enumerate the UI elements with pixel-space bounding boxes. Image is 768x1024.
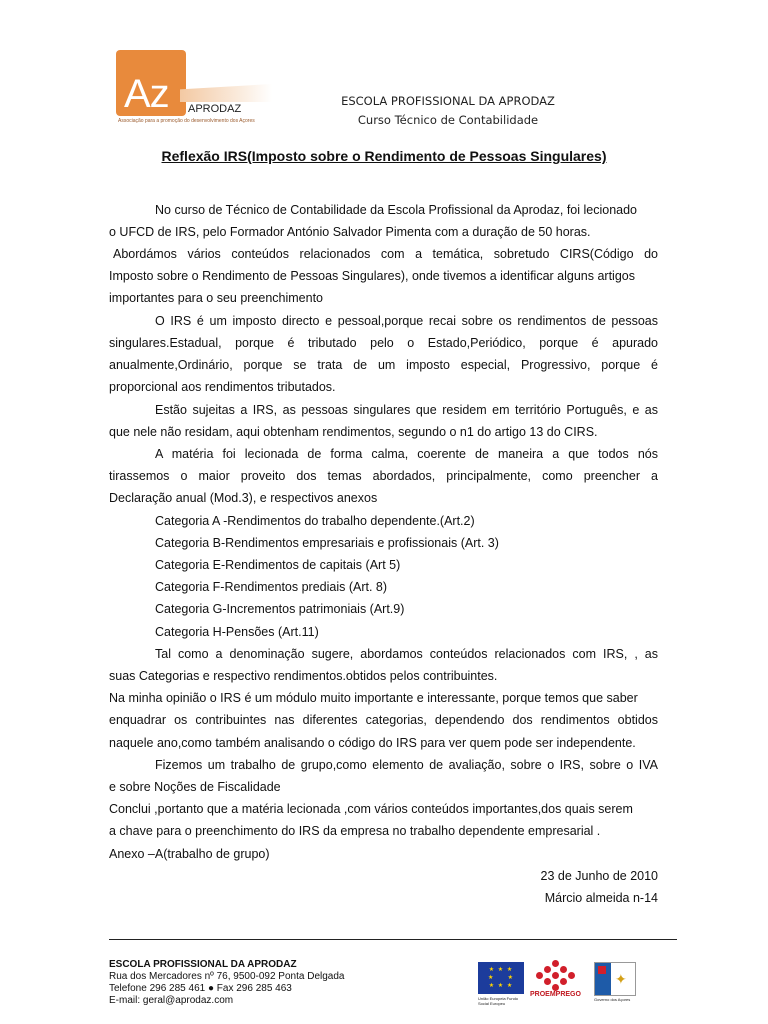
paragraph-line: anualmente,Ordinário, porque se trata de um imposto especial, Progressivo, porque é bbox=[109, 358, 658, 372]
paragraph-line: e sobre Noções de Fiscalidade bbox=[109, 780, 281, 794]
aprodaz-logo bbox=[110, 50, 275, 130]
footer-phone: Telefone 296 285 461 ● Fax 296 285 463 bbox=[109, 983, 292, 994]
paragraph-line: Estão sujeitas a IRS, as pessoas singulares que residem em território Português, e as bbox=[155, 403, 658, 417]
author-name: Márcio almeida n-14 bbox=[544, 891, 658, 905]
paragraph-line: importantes para o seu preenchimento bbox=[109, 291, 324, 305]
logo-swoosh bbox=[180, 84, 272, 102]
paragraph-line: Abordámos vários conteúdos relacionados com a temática, sobretudo CIRS(Código do bbox=[113, 247, 658, 261]
paragraph-line: o UFCD de IRS, pelo Formador António Salvador Pimenta com a duração de 50 horas. bbox=[109, 225, 591, 239]
category-item: Categoria B-Rendimentos empresariais e profissionais (Art. 3) bbox=[155, 536, 499, 550]
paragraph-line: que nele não residam, aqui obtenham rendimentos, segundo o n1 do artigo 13 do CIRS. bbox=[109, 425, 598, 439]
category-item: Categoria E-Rendimentos de capitais (Art 5) bbox=[155, 558, 401, 572]
category-item: Categoria F-Rendimentos prediais (Art. 8) bbox=[155, 580, 388, 594]
paragraph-line: proporcional aos rendimentos tributados. bbox=[109, 380, 336, 394]
paragraph-line: Conclui ,portanto que a matéria lecionada ,com vários conteúdos importantes,dos quais serem bbox=[109, 802, 633, 816]
paragraph-line: a chave para o preenchimento do IRS da empresa no trabalho dependente empresarial . bbox=[109, 824, 601, 838]
document-date: 23 de Junho de 2010 bbox=[540, 869, 658, 883]
footer-email: E-mail: geral@aprodaz.com bbox=[109, 995, 234, 1006]
paragraph-line: suas Categorias e respectivo rendimentos.obtidos pelos contribuintes. bbox=[109, 669, 498, 683]
footer-address: Rua dos Mercadores nº 76, 9500-092 Ponta Delgada bbox=[109, 971, 345, 982]
paragraph-line: tirassemos o maior proveito dos temas abordados, principalmente, como preencher a bbox=[109, 469, 658, 483]
document-title: Reflexão IRS(Imposto sobre o Rendimento de Pessoas Singulares) bbox=[161, 148, 607, 164]
category-item: Categoria G-Incrementos patrimoniais (Art.9) bbox=[155, 602, 405, 616]
logo-tagline: Associação para a promoção do desenvolvimento dos Açores bbox=[118, 118, 255, 124]
footer-school: ESCOLA PROFISSIONAL DA APRODAZ bbox=[109, 959, 297, 970]
paragraph-line: Tal como a denominação sugere, abordamos conteúdos relacionados com IRS, , as bbox=[155, 647, 658, 661]
annex-line: Anexo –A(trabalho de grupo) bbox=[109, 847, 270, 861]
acores-caption: Governo dos Açores bbox=[594, 997, 631, 1002]
paragraph-line: enquadrar os contribuintes nas diferentes categorias, dependendo dos rendimentos obtidos bbox=[109, 713, 658, 727]
category-item: Categoria A -Rendimentos do trabalho dependente.(Art.2) bbox=[155, 514, 475, 528]
paragraph-line: A matéria foi lecionada de forma calma, coerente de maneira a que todos nós bbox=[155, 447, 658, 461]
paragraph-line: Na minha opinião o IRS é um módulo muito importante e interessante, porque temos que saber bbox=[109, 691, 638, 705]
school-name: ESCOLA PROFISSIONAL DA APRODAZ bbox=[341, 94, 555, 108]
paragraph-line: Imposto sobre o Rendimento de Pessoas Singulares), onde tivemos a identificar alguns artigos bbox=[109, 269, 635, 283]
proemprego-label: PROEMPREGO bbox=[530, 991, 581, 998]
eu-caption: União Europeia Fundo Social Europeu bbox=[478, 996, 519, 1006]
paragraph-line: Declaração anual (Mod.3), e respectivos anexos bbox=[109, 491, 378, 505]
course-name: Curso Técnico de Contabilidade bbox=[357, 113, 539, 127]
eu-flag-icon: ★ ★ ★ ★ ★ ★ ★ ★ bbox=[478, 962, 524, 994]
logo-monogram: Az bbox=[124, 72, 169, 116]
footer-divider bbox=[109, 939, 677, 940]
paragraph-line: singulares.Estadual, porque é tributado pelo o Estado,Periódico, porque é apurado bbox=[109, 336, 658, 350]
proemprego-logo-icon bbox=[532, 960, 582, 990]
category-item: Categoria H-Pensões (Art.11) bbox=[155, 625, 319, 639]
paragraph-line: naquele ano,como também analisando o código do IRS para ver quem pode ser independente. bbox=[109, 736, 636, 750]
paragraph-line: O IRS é um imposto directo e pessoal,porque recai sobre os rendimentos de pessoas bbox=[155, 314, 658, 328]
logo-name: APRODAZ bbox=[188, 103, 242, 115]
paragraph-line: Fizemos um trabalho de grupo,como elemento de avaliação, sobre o IRS, sobre o IVA bbox=[155, 758, 658, 772]
paragraph-line: No curso de Técnico de Contabilidade da Escola Profissional da Aprodaz, foi lecionado bbox=[155, 203, 638, 217]
acores-flag-icon: ✦ bbox=[594, 962, 636, 996]
